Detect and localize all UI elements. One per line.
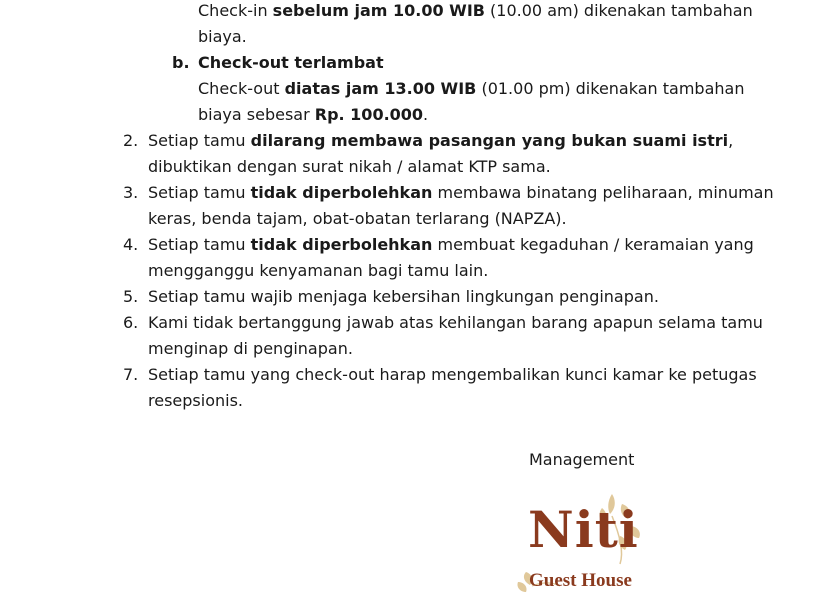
rule-1b-letter: b. xyxy=(172,53,190,72)
rule-line-2: mengganggu kenyamanan bagi tamu lain. xyxy=(148,261,489,280)
signature-label: Management xyxy=(529,450,635,469)
rule-number: 7. xyxy=(123,365,139,384)
guest-house-logo xyxy=(512,486,662,600)
rule-line-1: Kami tidak bertanggung jawab atas kehilangan barang apapun selama tamu xyxy=(148,313,763,332)
rule-number: 2. xyxy=(123,131,139,150)
rule-line-1: Setiap tamu wajib menjaga kebersihan lingkungan penginapan. xyxy=(148,287,659,306)
rule-number: 6. xyxy=(123,313,139,332)
rule-number: 3. xyxy=(123,183,139,202)
rule-line-2: dibuktikan dengan surat nikah / alamat KTP sama. xyxy=(148,157,551,176)
rule-1b-line-1: Check-out diatas jam 13.00 WIB (01.00 pm) dikenakan tambahan xyxy=(198,79,745,98)
logo-wordmark: Niti xyxy=(528,500,639,559)
rule-1a-line-2: biaya. xyxy=(198,27,247,46)
rule-line-2: menginap di penginapan. xyxy=(148,339,353,358)
rule-line-2: resepsionis. xyxy=(148,391,243,410)
rule-line-1: Setiap tamu tidak diperbolehkan membawa binatang peliharaan, minuman xyxy=(148,183,774,202)
logo-subtitle: Guest House xyxy=(529,570,632,591)
rule-1b-title: Check-out terlambat xyxy=(198,53,384,72)
rule-line-1: Setiap tamu tidak diperbolehkan membuat kegaduhan / keramaian yang xyxy=(148,235,754,254)
rule-line-2: keras, benda tajam, obat-obatan terlarang (NAPZA). xyxy=(148,209,567,228)
rule-1b-line-2: biaya sebesar Rp. 100.000. xyxy=(198,105,429,124)
rule-line-1: Setiap tamu dilarang membawa pasangan yang bukan suami istri, xyxy=(148,131,734,150)
rule-number: 4. xyxy=(123,235,139,254)
rule-number: 5. xyxy=(123,287,139,306)
rule-line-1: Setiap tamu yang check-out harap mengembalikan kunci kamar ke petugas xyxy=(148,365,757,384)
rule-1a-line-1: Check-in sebelum jam 10.00 WIB (10.00 am) dikenakan tambahan xyxy=(198,1,753,20)
